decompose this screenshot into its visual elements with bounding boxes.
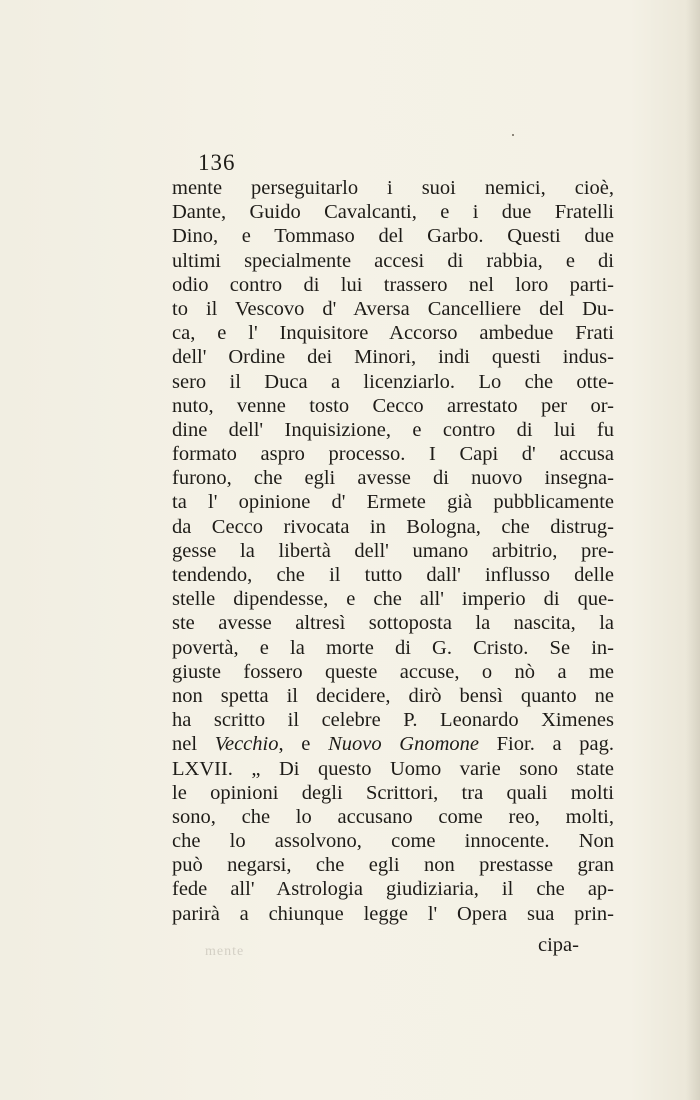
text-line: mente perseguitarlo i suoi nemici, cioè, xyxy=(172,177,614,199)
text-line: che lo assolvono, come innocente. Non xyxy=(172,830,614,853)
text-line: dell' Ordine dei Minori, indi questi indus- xyxy=(172,346,614,369)
text-line: formato aspro processo. I Capi d' accusa xyxy=(172,443,614,466)
ink-speck xyxy=(512,134,514,136)
text-line: le opinioni degli Scrittori, tra quali molti xyxy=(172,781,614,804)
text-line: Dino, e Tommaso del Garbo. Questi due xyxy=(172,225,614,248)
text-line: odio contro di lui trassero nel loro parti- xyxy=(172,273,614,296)
text-line: to il Vescovo d' Aversa Cancelliere del Du- xyxy=(172,297,614,320)
text-line: ta l' opinione d' Ermete già pubblicamente xyxy=(172,491,614,514)
text-line: parirà a chiunque legge l' Opera sua prin- xyxy=(172,902,614,925)
text-line: stelle dipendesse, e che all' imperio di que- xyxy=(172,588,614,611)
text-line: ste avesse altresì sottoposta la nascita, la xyxy=(172,612,614,635)
text-line: tendendo, che il tutto dall' influsso delle xyxy=(172,564,614,586)
text-line: da Cecco rivocata in Bologna, che distrug- xyxy=(172,515,614,538)
text-line: nel Vecchio, e Nuovo Gnomone Fior. a pag. xyxy=(172,733,615,756)
text-line: dine dell' Inquisizione, e contro di lui fu xyxy=(172,418,614,441)
catchword: cipa- xyxy=(538,934,579,956)
text-line: LXVII. „ Di questo Uomo varie sono state xyxy=(172,757,614,780)
page-edge-shadow xyxy=(686,0,700,1100)
text-line: sono, che lo accusano come reo, molti, xyxy=(172,805,614,828)
text-line: gesse la libertà dell' umano arbitrio, pre- xyxy=(172,539,614,562)
bleed-through-text: mente xyxy=(205,944,245,959)
text-line: non spetta il decidere, dirò bensì quanto ne xyxy=(172,684,614,707)
text-line: furono, che egli avesse di nuovo insegna- xyxy=(172,467,614,490)
text-line: fede all' Astrologia giudiziaria, il che ap- xyxy=(172,878,614,901)
text-line: Dante, Guido Cavalcanti, e i due Fratelli xyxy=(172,201,614,224)
page-number: 136 xyxy=(198,150,236,175)
text-line: ca, e l' Inquisitore Accorso ambedue Frati xyxy=(172,322,614,345)
text-line: nuto, venne tosto Cecco arrestato per or- xyxy=(172,394,614,417)
text-line: sero il Duca a licenziarlo. Lo che otte- xyxy=(172,370,614,393)
text-line: ultimi specialmente accesi di rabbia, e di xyxy=(172,249,614,272)
text-line: può negarsi, che egli non prestasse gran xyxy=(172,854,614,877)
text-line: ha scritto il celebre P. Leonardo Ximenes xyxy=(172,709,614,732)
text-line: povertà, e la morte di G. Cristo. Se in- xyxy=(172,636,614,659)
body-text xyxy=(172,176,614,926)
text-line: giuste fossero queste accuse, o nò a me xyxy=(172,660,614,683)
